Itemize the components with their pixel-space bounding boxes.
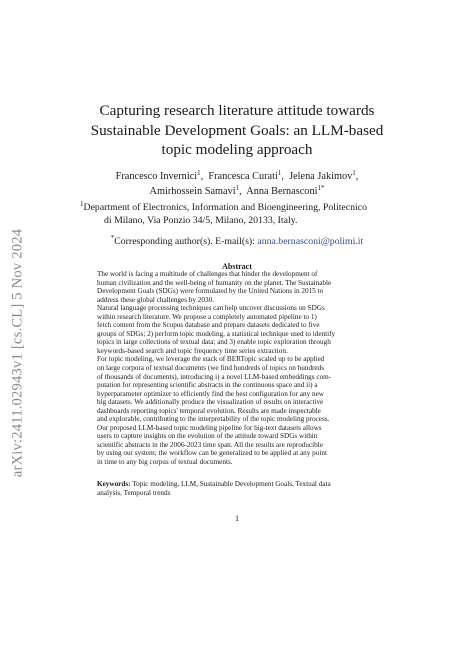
abstract-line: The world is facing a multitude of challenges that hinder the development of — [97, 270, 318, 278]
affiliation-mark: 1 — [197, 169, 201, 177]
abstract-line: Our proposed LLM-based topic modeling pipeline for big-text datasets allows — [97, 423, 322, 432]
arxiv-identifier — [7, 215, 29, 490]
affiliation-line: Department of Electronics, Information and Bioengineering, Politecnico — [83, 202, 367, 213]
abstract-line: on large corpora of textual documents (we find hundreds of topics on hundreds — [97, 364, 325, 373]
abstract-line: within research literature. We propose a completely automated pipeline to 1) — [97, 312, 317, 321]
abstract-line: putation for representing scientific abstracts in the continuous space and ii) a — [97, 381, 318, 390]
abstract-line: fetch content from the Scopus database and prepare datasets dedicated to five — [97, 321, 320, 330]
email-link[interactable]: anna.bernasconi@polimi.it — [257, 236, 364, 247]
abstract-line: For topic modeling, we leverage the stack of BERTopic scaled up to be applied — [97, 355, 325, 364]
abstract-line: groups of SDGs; 2) perform topic modeling, a statistical technique used to identify — [97, 329, 336, 338]
affiliation-mark: 1 — [235, 183, 240, 192]
abstract-body — [97, 270, 382, 467]
keywords-text: analysis, Temporal trends — [97, 488, 171, 497]
author-name: Jelena Jakimov — [289, 171, 353, 182]
paper-title — [60, 101, 414, 160]
abstract-line: keywords-based search and topic frequency time series extraction. — [97, 346, 288, 355]
abstract-line: big datasets. We additionally produce the visualization of results on interactive — [97, 398, 324, 407]
abstract-line: of thousands of documents), introducing i) a novel LLM-based embeddings com- — [97, 372, 332, 381]
affiliation-mark: 1 — [277, 169, 282, 177]
affiliation — [80, 202, 400, 227]
abstract-line: hyperparameter optimizer to efficiently find the best configuration for any new — [97, 389, 324, 398]
abstract-heading: Abstract — [222, 262, 252, 271]
abstract-line: and explorable, contributing to the interpretability of the topic modeling process. — [97, 415, 330, 424]
abstract-line: users to capture insights on the evolution of the attitude toward SDGs within — [97, 432, 318, 441]
corresponding-author — [60, 236, 414, 247]
author-name: Francesca Curati — [208, 171, 278, 182]
abstract-line: scientific abstracts in the 2006-2023 time span. All the results are reproducible — [97, 440, 323, 449]
affiliation-mark: 1 — [80, 200, 84, 208]
author-name: Amirhossein Samavi — [149, 185, 236, 197]
title-line: topic modeling approach — [161, 141, 313, 158]
title-line: Sustainable Development Goals: an LLM-based — [90, 121, 384, 139]
author-name: Francesco Invernici — [115, 171, 198, 182]
abstract-line: topics in large collections of textual data; and 3) enable topic exploration through — [97, 338, 331, 347]
affiliation-line: di Milano, Via Ponzio 34/5, Milano, 20133, Italy. — [104, 214, 298, 226]
abstract-line: human civilization and the well-being of humanity on the planet. The Sustainable — [97, 278, 332, 287]
abstract-line: in time to any big corpus of textual documents. — [97, 458, 233, 467]
title-line: Capturing research literature attitude towards — [99, 102, 375, 119]
keywords-text: Topic modeling, LLM, Sustainable Development Goals, Textual data — [130, 480, 331, 488]
abstract-line: Natural language processing techniques can help uncover discussions on SDGs — [97, 304, 325, 313]
arxiv-identifier-text: arXiv:2411.02943v1 [cs.CL] 5 Nov 2024 — [9, 228, 26, 477]
abstract-line: address these global challenges by 2030. — [97, 295, 214, 304]
keywords — [97, 480, 382, 497]
abstract-line: Development Goals (SDGs) were formulated by the United Nations in 2015 to — [97, 287, 324, 296]
page-number: 1 — [234, 514, 240, 523]
corresponding-mark: * — [110, 234, 115, 242]
abstract-line: dashboards reporting topics' temporal evolution. Results are made inspectable — [97, 406, 321, 415]
keywords-label: Keywords: — [97, 480, 131, 488]
author-list: Francesco Invernici$^1$, Francesca Curati$^1$, Jelena Jakimov$^1$, Amirhossein Samavi$^1$, Anna Bernasconi$^{1*}$ — [115, 169, 359, 197]
affiliation-mark: 1 — [352, 169, 356, 177]
author-name: Anna Bernasconi — [246, 185, 318, 197]
affiliation-mark: 1* — [317, 183, 325, 192]
abstract-line: by using our system; the workflow can be generalized to be applied at any point — [97, 449, 327, 458]
corresponding-text: Corresponding author(s). E-mail(s): — [114, 236, 258, 247]
